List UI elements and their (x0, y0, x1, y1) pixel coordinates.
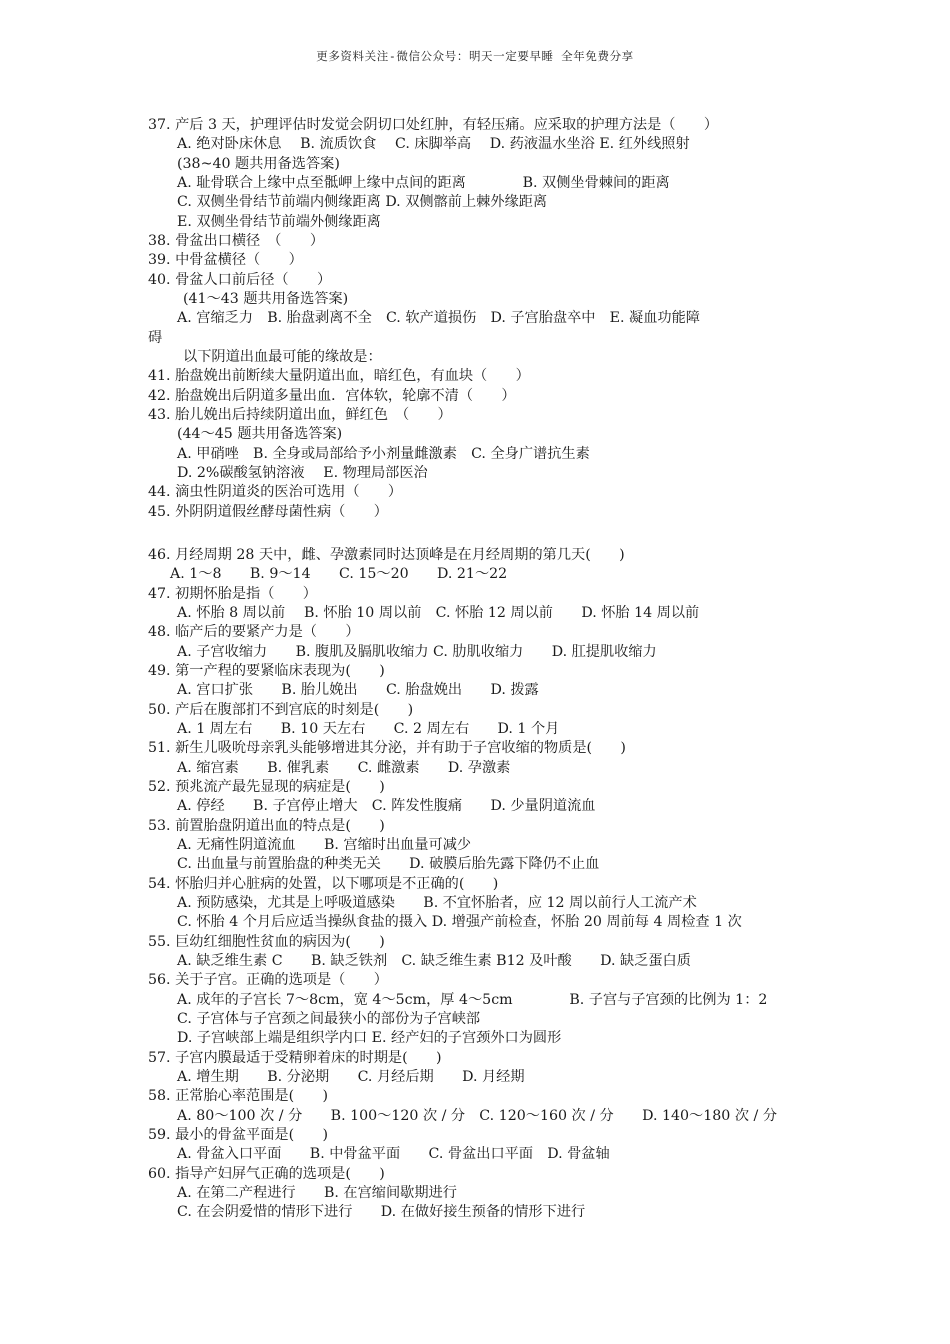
answer-option-line: A. 骨盆入口平面 B. 中骨盆平面 C. 骨盆出口平面 D. 骨盆轴 (177, 1146, 610, 1163)
answer-option-line: A. 甲硝唑 B. 全身或局部给予小剂量雌激素 C. 全身广谱抗生素 (177, 445, 590, 462)
question-stem: 59. 最小的骨盆平面是( ) (148, 1126, 329, 1143)
answer-option-line: (44～45 题共用备选答案) (177, 426, 343, 443)
question-stem: 57. 子宫内膜最适于受精卵着床的时期是( ) (148, 1049, 442, 1066)
answer-option-line: A. 宫缩乏力 B. 胎盘剥离不全 C. 软产道损伤 D. 子宫胎盘卒中 E. 凝血功能障 (177, 310, 700, 327)
question-stem: 40. 骨盆人口前后径（ ） (148, 271, 332, 288)
answer-option-line: A. 80～100 次 / 分 B. 100～120 次 / 分 C. 120～160 次 / 分 D. 140～180 次 / 分 (177, 1107, 778, 1124)
question-stem: 43. 胎儿娩出后持续阴道出血，鲜红色 （ ） (148, 406, 452, 423)
question-stem: 48. 临产后的要紧产力是（ ） (148, 624, 360, 641)
question-stem: 42. 胎盘娩出后阴道多量出血．宫体软，轮廓不清（ ） (148, 387, 516, 404)
answer-option-line: E. 双侧坐骨结节前端外侧缘距离 (177, 213, 381, 230)
answer-option-line: C. 双侧坐骨结节前端内侧缘距离 D. 双侧髂前上棘外缘距离 (177, 194, 548, 211)
answer-option-line: (41～43 题共用备选答案) (183, 291, 349, 307)
question-stem: 60. 指导产妇屏气正确的选项是( ) (148, 1165, 385, 1182)
answer-option-line: C. 在会阴爱惜的情形下进行 D. 在做好接生预备的情形下进行 (177, 1204, 586, 1221)
answer-option-line: 以下阴道出血最可能的缘故是： (183, 349, 382, 365)
answer-option-line: A. 缩宫素 B. 催乳素 C. 雌激素 D. 孕激素 (177, 759, 511, 776)
answer-option-line: A. 停经 B. 子宫停止增大 C. 阵发性腹痛 D. 少量阴道流血 (177, 798, 596, 815)
answer-option-line: A. 1 周左右 B. 10 天左右 C. 2 周左右 D. 1 个月 (177, 720, 560, 737)
question-stem: 45. 外阴阴道假丝酵母菌性病（ ） (148, 503, 388, 520)
question-stem: 55. 巨幼红细胞性贫血的病因为( ) (148, 933, 385, 950)
question-stem: 51. 新生儿吸吮母亲乳头能够增进其分泌，并有助于子宫收缩的物质是( ) (148, 740, 626, 757)
question-stem: 52. 预兆流产最先显现的病症是( ) (148, 778, 385, 795)
page-header: 更多资料关注-微信公众号：明天一定要早睡 全年免费分享 (316, 49, 634, 63)
question-stem: 56. 关于子宫。正确的选项是（ ） (148, 972, 388, 989)
question-stem: 37. 产后 3 天，护理评估时发觉会阴切口处红肿，有轻压痛。应采取的护理方法是（ ） (148, 117, 719, 133)
answer-option-line: A. 耻骨联合上缘中点至骶岬上缘中点间的距离 B. 双侧坐骨棘间的距离 (177, 175, 670, 191)
question-stem: 54. 怀胎归并心脏病的处置，以下哪项是不正确的( ) (148, 875, 499, 892)
question-stem: 39. 中骨盆横径（ ） (148, 252, 303, 269)
question-stem: 49. 第一产程的要紧临床表现为( ) (148, 662, 385, 679)
answer-option-line: A. 1～8 B. 9～14 C. 15～20 D. 21～22 (170, 566, 508, 583)
answer-option-line: A. 增生期 B. 分泌期 C. 月经后期 D. 月经期 (177, 1068, 525, 1085)
question-stem: 38. 骨盆出口横径 （ ） (148, 233, 325, 249)
answer-option-line: A. 成年的子宫长 7～8cm，宽 4～5cm，厚 4～5cm B. 子宫与子宫颈的比例为 1：2 (177, 991, 768, 1008)
answer-option-line: A. 在第二产程进行 B. 在宫缩间歇期进行 (177, 1184, 457, 1201)
question-stem: 46. 月经周期 28 天中，雌、孕激素同时达顶峰是在月经周期的第几天( ) (148, 546, 625, 563)
answer-option-line: C. 出血量与前置胎盘的种类无关 D. 破膜后胎先露下降仍不止血 (177, 856, 600, 873)
answer-option-line: (38~40 题共用备选答案) (177, 155, 340, 172)
answer-option-line: A. 预防感染，尤其是上呼吸道感染 B. 不宜怀胎者，应 12 周以前行人工流产术 (177, 894, 697, 911)
question-stem: 53. 前置胎盘阴道出血的特点是( ) (148, 817, 385, 834)
answer-option-line: A. 无痛性阴道流血 B. 宫缩时出血量可减少 (177, 836, 472, 853)
answer-option-line: A. 宫口扩张 B. 胎儿娩出 C. 胎盘娩出 D. 拨露 (177, 682, 539, 699)
answer-option-line: A. 子宫收缩力 B. 腹肌及膈肌收缩力 C. 肋肌收缩力 D. 肛提肌收缩力 (177, 643, 657, 660)
answer-option-line: C. 子宫体与子宫颈之间最狭小的部份为子宫峡部 (177, 1010, 481, 1027)
answer-option-line: D. 2%碳酸氢钠溶液 E. 物理局部医治 (177, 464, 428, 481)
answer-option-line: A. 绝对卧床休息 B. 流质饮食 C. 床脚举高 D. 药液温水坐浴 E. 红外线照射 (177, 136, 690, 153)
question-stem: 58. 正常胎心率范围是( ) (148, 1088, 329, 1105)
answer-option-line: D. 子宫峡部上端是组织学内口 E. 经产妇的子宫颈外口为圆形 (177, 1030, 562, 1047)
question-stem: 47. 初期怀胎是指（ ） (148, 585, 317, 602)
question-stem: 44. 滴虫性阴道炎的医治可选用（ ） (148, 484, 403, 501)
question-stem: 41. 胎盘娩出前断续大量阴道出血，暗红色，有血块（ ） (148, 368, 530, 385)
answer-option-line: A. 缺乏维生素 C B. 缺乏铁剂 C. 缺乏维生素 B12 及叶酸 D. 缺乏蛋白质 (177, 952, 691, 969)
answer-option-line: 碍 (148, 329, 163, 346)
answer-option-line: C. 怀胎 4 个月后应适当操纵食盐的摄入 D. 增强产前检查，怀胎 20 周前每 4 周检查 1 次 (177, 914, 742, 931)
question-stem: 50. 产后在腹部扪不到宫底的时刻是( ) (148, 701, 414, 718)
answer-option-line: A. 怀胎 8 周以前 B. 怀胎 10 周以前 C. 怀胎 12 周以前 D. 怀胎 14 周以前 (177, 604, 700, 621)
